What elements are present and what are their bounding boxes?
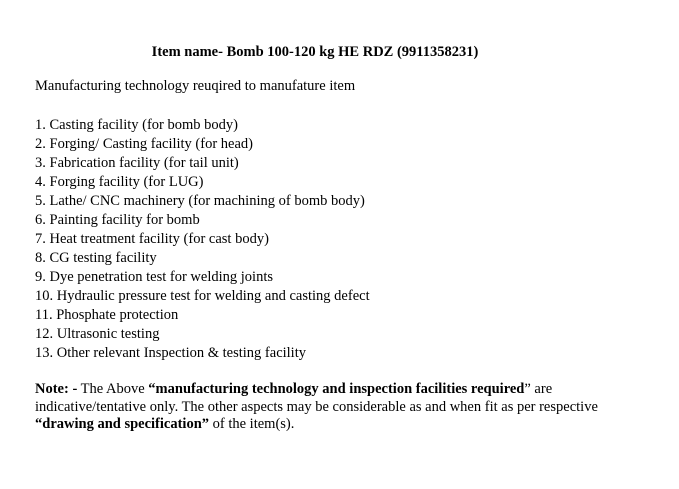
note-text-3: of the item(s). bbox=[209, 416, 295, 432]
list-item: 3. Fabrication facility (for tail unit) bbox=[35, 155, 239, 171]
list-item: 8. CG testing facility bbox=[35, 250, 157, 266]
list-item: 10. Hydraulic pressure test for welding and casting defect bbox=[35, 288, 370, 304]
list-item: 6. Painting facility for bomb bbox=[35, 212, 200, 228]
item-title: Item name- Bomb 100-120 kg HE RDZ (9911358231) bbox=[151, 44, 479, 60]
note-bold-2: “drawing and specification” bbox=[35, 416, 210, 432]
note-paragraph bbox=[35, 381, 635, 434]
list-item: 7. Heat treatment facility (for cast body) bbox=[35, 231, 269, 247]
list-item: 1. Casting facility (for bomb body) bbox=[35, 117, 238, 133]
list-item: 11. Phosphate protection bbox=[35, 307, 179, 323]
note-text-2: ” are indicative/tentative only. The other aspects may be considerable as and when fit as per respective bbox=[35, 381, 598, 415]
list-item: 13. Other relevant Inspection & testing facility bbox=[35, 345, 306, 361]
note-label: Note: - bbox=[35, 381, 78, 397]
list-item: 5. Lathe/ CNC machinery (for machining of bomb body) bbox=[35, 193, 365, 209]
requirements-list bbox=[35, 116, 370, 363]
list-item: 2. Forging/ Casting facility (for head) bbox=[35, 136, 253, 152]
intro-text: Manufacturing technology reuqired to manufature item bbox=[35, 78, 356, 94]
note-text-1: The Above bbox=[77, 381, 149, 397]
list-item: 4. Forging facility (for LUG) bbox=[35, 174, 204, 190]
list-item: 9. Dye penetration test for welding joints bbox=[35, 269, 273, 285]
note-bold-1: “manufacturing technology and inspection facilities required bbox=[148, 381, 525, 397]
list-item: 12. Ultrasonic testing bbox=[35, 326, 160, 342]
